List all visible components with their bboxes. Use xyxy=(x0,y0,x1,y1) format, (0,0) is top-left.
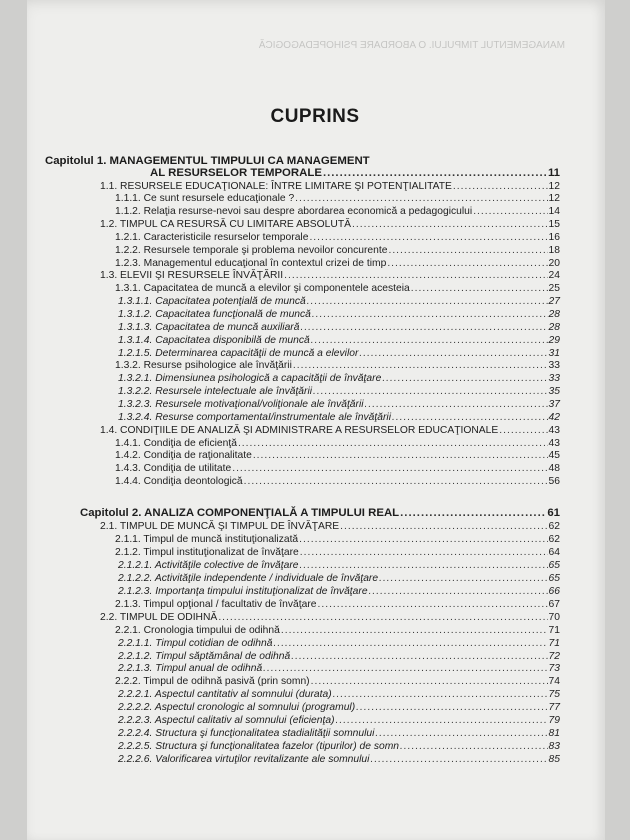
toc-entry-text: 1.3.1. Capacitatea de muncă a elevilor şi componentele acesteia xyxy=(115,283,410,295)
toc-entry-page: 71 xyxy=(548,637,560,649)
toc-entry[interactable] xyxy=(115,625,560,637)
bleed-through-header: MANAGEMENTUL TIMPULUI. O ABORDARE PSIHOPEDAGOGICĂ xyxy=(258,40,565,51)
toc-entry[interactable] xyxy=(100,425,560,437)
toc-entry[interactable] xyxy=(118,741,560,753)
toc-leader-dots xyxy=(336,715,548,727)
toc-entry-text: 2.1.2.2. Activităţile independente / individuale de învăţare xyxy=(118,572,379,584)
toc-entry-text: 2.2.1.1. Timpul cotidian de odihnă xyxy=(118,637,273,649)
toc-leader-dots xyxy=(307,296,548,308)
toc-entry-page: 20 xyxy=(548,257,560,269)
toc-entry-page: 65 xyxy=(548,572,560,584)
toc-entry-text: 1.4.2. Condiţia de raţionalitate xyxy=(115,450,252,462)
toc-entry-page: 33 xyxy=(548,360,560,372)
toc-leader-dots xyxy=(400,741,548,753)
toc-leader-dots xyxy=(232,463,547,475)
toc-leader-dots xyxy=(295,193,547,205)
toc-entry-page: 64 xyxy=(548,546,560,558)
toc-entry[interactable] xyxy=(118,335,560,347)
toc-entry-text: 2.1. TIMPUL DE MUNCĂ ŞI TIMPUL DE ÎNVĂŢARE xyxy=(100,521,340,532)
toc-entry-page: 33 xyxy=(548,373,560,385)
toc-entry-text: 2.2.2.1. Aspectul cantitativ al somnului (durata) xyxy=(118,689,332,701)
toc-entry[interactable] xyxy=(100,219,560,231)
toc-entry[interactable] xyxy=(115,450,560,462)
toc-entry-page: 45 xyxy=(548,450,560,462)
toc-entry[interactable] xyxy=(118,663,560,675)
toc-leader-dots xyxy=(300,322,547,334)
toc-entry-text: 2.2.2.4. Structura şi funcţionalitatea stadialităţii somnului xyxy=(118,728,375,740)
toc-entry-text: 1.2.2. Resursele temporale şi problema nevoilor concurente xyxy=(115,244,388,256)
toc-entry-text: 1.1. RESURSELE EDUCAŢIONALE: ÎNTRE LIMITARE ŞI POTENŢIALITATE xyxy=(100,180,452,192)
toc-entry-page: 11 xyxy=(547,167,560,179)
toc-entry[interactable] xyxy=(118,728,560,740)
toc-entry[interactable] xyxy=(115,206,560,218)
toc-entry-text: 1.3. ELEVII ŞI RESURSELE ÎNVĂŢĂRII xyxy=(100,270,284,282)
toc-entry-text: 2.1.3. Timpul opţional / facultativ de învăţare xyxy=(115,598,317,610)
toc-entry-page: 27 xyxy=(548,296,560,308)
toc-entry-page: 43 xyxy=(548,424,560,436)
toc-entry-page: 37 xyxy=(548,398,560,410)
toc-entry-page: 65 xyxy=(548,559,560,571)
toc-leader-dots xyxy=(369,586,548,598)
toc-entry[interactable] xyxy=(115,360,560,372)
toc-entry-page: 62 xyxy=(548,533,560,545)
toc-entry-text: Capitolul 2. ANALIZA COMPONENŢIALĂ A TIMPULUI REAL xyxy=(80,507,400,519)
toc-entry-text: 2.2. TIMPUL DE ODIHNĂ xyxy=(100,611,218,623)
toc-leader-dots xyxy=(453,181,548,193)
toc-entry[interactable] xyxy=(118,715,560,727)
toc-entry-page: 12 xyxy=(548,193,560,205)
toc-leader-dots xyxy=(299,534,547,546)
toc-entry-chapter-2[interactable] xyxy=(80,507,560,519)
toc-entry-text: 2.2.2.3. Aspectul calitativ al somnului (eficienţa) xyxy=(118,715,335,727)
toc-entry-page: 12 xyxy=(548,180,560,192)
toc-entry[interactable] xyxy=(118,373,560,385)
toc-entry-text: 2.2.2. Timpul de odihnă pasivă (prin somn) xyxy=(115,676,310,688)
toc-entry[interactable] xyxy=(118,573,560,585)
toc-entry-page: 81 xyxy=(548,728,560,740)
toc-entry-page: 79 xyxy=(548,715,560,727)
toc-entry-page: 61 xyxy=(547,507,560,519)
toc-entry-page: 42 xyxy=(548,411,560,423)
toc-leader-dots xyxy=(333,689,548,701)
toc-entry-page: 56 xyxy=(548,476,560,488)
toc-leader-dots xyxy=(281,625,548,637)
toc-entry-text: 2.1.2.1. Activităţile colective de învăţare xyxy=(118,559,299,571)
toc-entry[interactable] xyxy=(115,599,560,611)
toc-entry[interactable] xyxy=(118,412,560,424)
toc-entry-text: 2.1.2. Timpul instituţionalizat de învăţare xyxy=(115,546,299,558)
toc-entry-page: 24 xyxy=(548,270,560,282)
toc-leader-dots xyxy=(370,754,547,766)
toc-leader-dots xyxy=(311,335,548,347)
toc-leader-dots xyxy=(379,573,547,585)
toc-entry-page: 75 xyxy=(548,689,560,701)
toc-entry-text: 1.4.1. Condiţia de eficienţă xyxy=(115,437,237,449)
toc-entry[interactable] xyxy=(118,348,560,360)
toc-entry-page: 14 xyxy=(548,206,560,218)
toc-entry[interactable] xyxy=(115,258,560,270)
toc-entry-page: 73 xyxy=(548,663,560,675)
toc-entry[interactable] xyxy=(118,702,560,714)
toc-entry[interactable] xyxy=(118,386,560,398)
toc-leader-dots xyxy=(311,676,548,688)
toc-leader-dots xyxy=(473,206,547,218)
toc-entry-page: 83 xyxy=(548,741,560,753)
toc-entry-page: 28 xyxy=(548,309,560,320)
toc-entry[interactable] xyxy=(118,754,560,766)
toc-entry-text: 2.2.1.2. Timpul săptămânal de odihnă xyxy=(118,650,291,662)
toc-entry[interactable] xyxy=(100,181,560,193)
toc-leader-dots xyxy=(299,560,547,572)
toc-entry[interactable] xyxy=(118,651,560,663)
toc-entry[interactable] xyxy=(118,638,560,650)
toc-entry-text: 1.3.2.4. Resurse comportamentaI/instrumentale ale învăţării xyxy=(118,411,392,423)
toc-entry-page: 43 xyxy=(548,437,560,449)
toc-entry-page: 70 xyxy=(548,611,560,623)
toc-entry-page: 67 xyxy=(548,598,560,610)
toc-entry-page: 74 xyxy=(548,676,560,688)
toc-entry-text: 1.3.1.4. Capacitatea disponibilă de muncă xyxy=(118,334,310,346)
toc-entry-page: 62 xyxy=(548,521,560,532)
toc-entry-page: 18 xyxy=(548,244,560,256)
toc-leader-dots xyxy=(359,348,547,360)
toc-entry[interactable] xyxy=(100,521,560,533)
toc-entry-text: 1.3.2.2. Resursele intelectuale ale învăţării xyxy=(118,386,313,398)
toc-entry[interactable] xyxy=(118,322,560,334)
toc-entry[interactable] xyxy=(115,438,560,450)
toc-entry[interactable] xyxy=(115,534,560,546)
toc-leader-dots xyxy=(356,702,547,714)
toc-entry-text: 2.1.2.3. Importanţa timpului instituţionalizat de învăţare xyxy=(118,585,368,597)
toc-entry[interactable] xyxy=(100,612,560,624)
toc-leader-dots xyxy=(312,309,548,321)
toc-leader-dots xyxy=(313,386,547,398)
toc-entry-page: 15 xyxy=(548,219,560,231)
chapter-1-title-line1: Capitolul 1. MANAGEMENTUL TIMPULUI CA MANAGEMENT xyxy=(45,155,370,167)
toc-entry-text: 1.2.1.5. Determinarea capacităţii de muncă a elevilor xyxy=(118,347,359,359)
toc-entry-text: 1.1.1. Ce sunt resursele educaţionale ? xyxy=(115,193,295,205)
toc-entry-text: 1.2.3. Managementul educaţional în contextul crizei de timp xyxy=(115,257,387,269)
toc-entry[interactable] xyxy=(118,399,560,411)
toc-leader-dots xyxy=(400,507,546,519)
toc-leader-dots xyxy=(273,638,547,650)
toc-leader-dots xyxy=(300,547,548,559)
toc-leader-dots xyxy=(382,373,547,385)
toc-entry[interactable] xyxy=(115,245,560,257)
toc-entry-page: 16 xyxy=(548,231,560,243)
toc-entry-text: 1.3.1.3. Capacitatea de muncă auxiliară xyxy=(118,321,300,333)
toc-leader-dots xyxy=(352,219,548,231)
toc-leader-dots xyxy=(387,258,547,270)
toc-entry-text: 2.2.1.3. Timpul anual de odihnă xyxy=(118,663,263,675)
toc-leader-dots xyxy=(284,270,547,282)
toc-entry[interactable] xyxy=(115,463,560,475)
toc-entry-text: 1.3.2.1. Dimensiunea psihologică a capacităţii de învăţare xyxy=(118,373,382,385)
toc-entry-text: 1.3.1.2. Capacitatea funcţională de muncă xyxy=(118,309,311,320)
toc-entry-text: 2.2.1. Cronologia timpului de odihnă xyxy=(115,624,280,636)
toc-leader-dots xyxy=(340,521,547,533)
toc-entry-text: 1.3.1.1. Capacitatea potenţială de muncă xyxy=(118,296,306,308)
toc-entry[interactable] xyxy=(118,586,560,598)
toc-leader-dots xyxy=(244,476,548,488)
toc-entry[interactable] xyxy=(118,689,560,701)
toc-leader-dots xyxy=(218,612,547,624)
toc-leader-dots xyxy=(293,360,548,372)
toc-entry-text: 1.1.2. Relaţia resurse-nevoi sau despre abordarea economică a pedagogicului xyxy=(115,206,473,218)
toc-entry-page: 28 xyxy=(548,321,560,333)
page-title: CUPRINS xyxy=(270,106,360,127)
toc-leader-dots xyxy=(291,651,547,663)
toc-entry-page: 85 xyxy=(548,754,560,766)
toc-entry-text: 1.4. CONDIŢIILE DE ANALIZĂ ŞI ADMINISTRARE A RESURSELOR EDUCAŢIONALE xyxy=(100,424,499,436)
toc-entry-text: 1.4.4. Condiţia deontologică xyxy=(115,476,243,488)
toc-leader-dots xyxy=(317,599,547,611)
toc-leader-dots xyxy=(253,450,548,462)
toc-entry-text: 1.2. TIMPUL CA RESURSĂ CU LIMITARE ABSOLUTĂ xyxy=(100,219,352,231)
toc-entry-text: AL RESURSELOR TEMPORALE xyxy=(150,167,322,179)
toc-entry-page: 25 xyxy=(548,283,560,295)
toc-leader-dots xyxy=(309,232,547,244)
toc-entry-text: 1.2.1. Caracteristicile resurselor temporale xyxy=(115,231,309,243)
toc-entry[interactable] xyxy=(115,232,560,244)
toc-entry-page: 77 xyxy=(548,702,560,714)
toc-entry[interactable] xyxy=(115,676,560,688)
toc-entry[interactable] xyxy=(118,560,560,572)
toc-entry-text: 2.1.1. Timpul de muncă instituţionalizată xyxy=(115,533,299,545)
toc-entry[interactable] xyxy=(115,476,560,488)
toc-entry[interactable] xyxy=(118,296,560,308)
toc-entry[interactable] xyxy=(115,283,560,295)
toc-leader-dots xyxy=(365,399,548,411)
toc-entry-text: 2.2.2.2. Aspectul cronologic al somnului (programul) xyxy=(118,702,356,714)
toc-leader-dots xyxy=(263,663,547,675)
toc-entry-text: 2.2.2.6. Valorificarea virtuţilor revitalizante ale somnului xyxy=(118,754,370,766)
toc-leader-dots xyxy=(375,728,547,740)
toc-entry-page: 66 xyxy=(548,585,560,597)
toc-entry[interactable] xyxy=(115,547,560,559)
toc-entry[interactable] xyxy=(115,193,560,205)
toc-leader-dots xyxy=(411,283,548,295)
toc-entry-text: 1.3.2. Resurse psihologice ale învăţării xyxy=(115,360,292,372)
toc-entry-text: 1.4.3. Condiţia de utilitate xyxy=(115,463,232,475)
toc-leader-dots xyxy=(499,425,547,437)
toc-leader-dots xyxy=(392,412,548,424)
toc-entry[interactable] xyxy=(118,309,560,321)
toc-leader-dots xyxy=(388,245,547,257)
toc-entry-page: 71 xyxy=(548,624,560,636)
toc-entry-page: 31 xyxy=(548,347,560,359)
toc-leader-dots xyxy=(238,438,548,450)
toc-entry-page: 29 xyxy=(548,334,560,346)
toc-entry[interactable] xyxy=(100,270,560,282)
toc-entry-page: 48 xyxy=(548,463,560,475)
toc-entry-page: 35 xyxy=(548,386,560,398)
toc-entry-text: 2.2.2.5. Structura şi funcţionalitatea fazelor (tipurilor) de somn xyxy=(118,741,400,753)
toc-entry-page: 72 xyxy=(548,650,560,662)
toc-entry-text: 1.3.2.3. Resursele motivaţional/voliţionale ale învăţării xyxy=(118,398,364,410)
